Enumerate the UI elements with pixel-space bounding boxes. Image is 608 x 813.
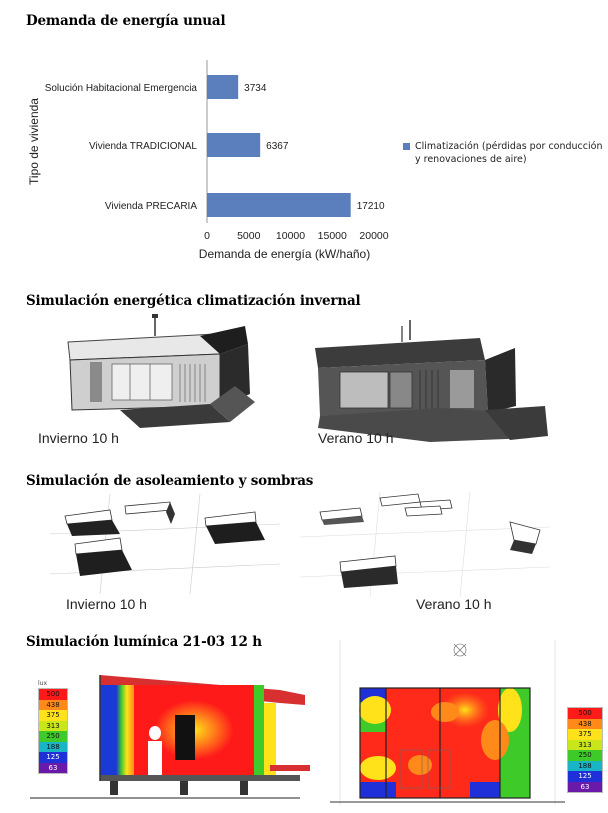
x-tick-label: 20000 [359,230,389,242]
category-label: Vivienda TRADICIONAL [88,141,197,152]
x-tick-label: 0 [204,230,210,242]
x-tick-label: 15000 [317,230,347,242]
sun-caption-left: Invierno 10 h [66,596,147,612]
shadow-render-summer [300,492,550,597]
scale-row: 250 [568,750,602,761]
right-lux-scale [567,707,603,793]
data-label: 3734 [244,83,267,94]
light-plan-heatmap [330,640,565,805]
y-axis-label: Tipo de vivienda [27,98,41,185]
scale-row: 438 [568,719,602,730]
bar [207,193,351,217]
bar [207,75,238,99]
winter-caption-right: Verano 10 h [318,430,394,446]
scale-row: 500 [39,689,67,700]
left-scale-unit: lux [38,680,48,687]
scale-row: 438 [39,700,67,711]
light-section-heatmap [30,655,310,805]
category-label: Vivienda PRECARIA [104,201,197,212]
scale-row: 125 [39,752,67,763]
scale-row: 125 [568,771,602,782]
left-lux-scale [38,688,68,774]
energy-title: Demanda de energía unual [26,13,226,29]
winter-caption-left: Invierno 10 h [38,430,119,446]
sun-sim-title: Simulación de asoleamiento y sombras [26,473,314,489]
scale-row: 188 [39,742,67,753]
scale-row: 500 [568,708,602,719]
scale-row: 188 [568,761,602,772]
x-tick-label: 5000 [237,230,261,242]
scale-row: 375 [39,710,67,721]
x-axis-label: Demanda de energía (kW/haño) [198,247,371,261]
shadow-render-winter [50,494,280,594]
scale-row: 63 [39,763,67,774]
scale-row: 63 [568,782,602,793]
scale-row: 375 [568,729,602,740]
house-render-summer [310,318,550,443]
legend-label: Climatización (pérdidas por conducción y renovaciones de aire) [415,141,603,165]
bar [207,133,260,157]
winter-sim-title: Simulación energética climatización invernal [26,293,361,309]
scale-row: 250 [39,731,67,742]
x-tick-label: 10000 [275,230,306,242]
category-label: Solución Habitacional Emergencia [44,83,197,94]
house-render-winter [60,314,260,429]
light-sim-title: Simulación lumínica 21-03 12 h [26,634,262,650]
scale-row: 313 [568,740,602,751]
sun-caption-right: Verano 10 h [416,596,492,612]
energy-bar-chart [20,40,400,270]
data-label: 6367 [266,141,289,152]
legend-swatch [403,143,410,150]
scale-row: 313 [39,721,67,732]
data-label: 17210 [356,201,385,212]
